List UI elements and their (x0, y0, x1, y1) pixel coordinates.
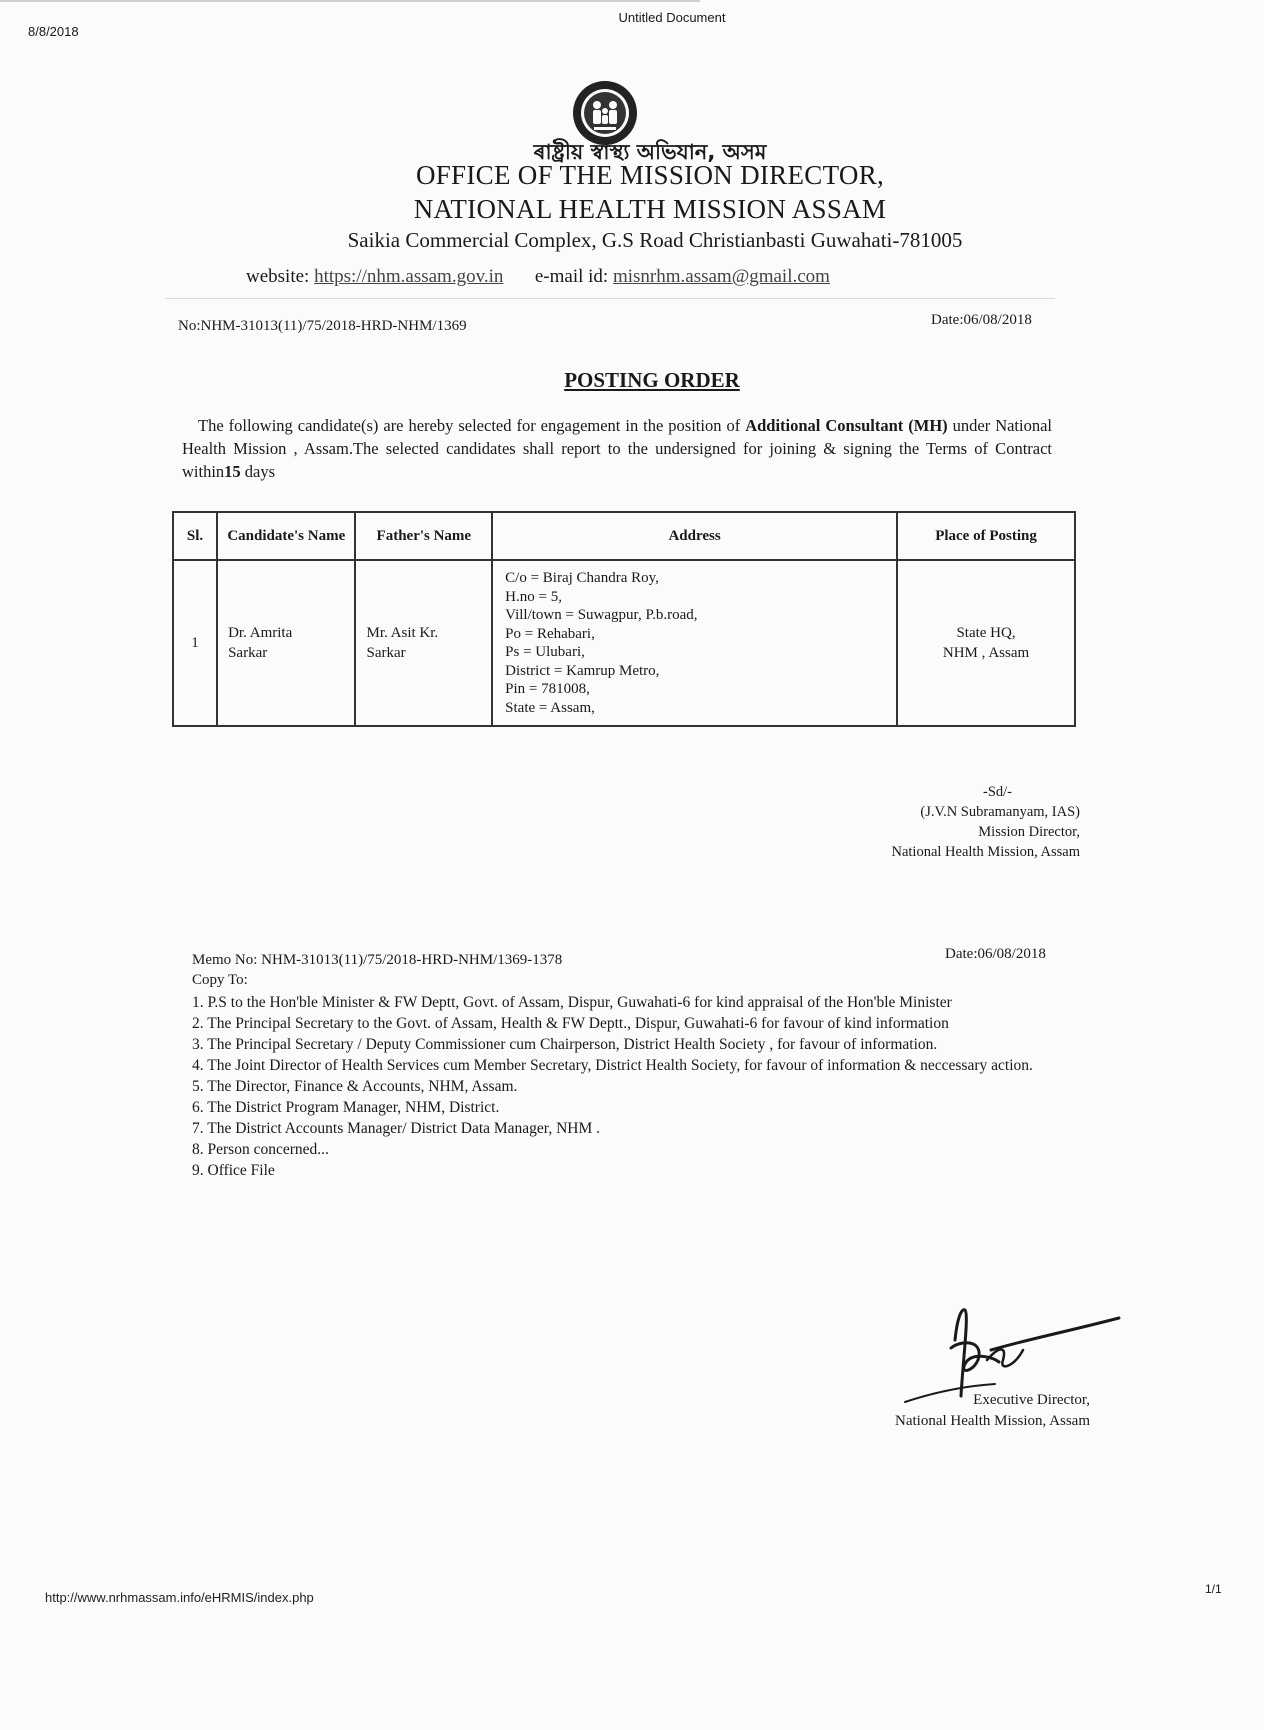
address-line: Ps = Ulubari, (505, 644, 585, 660)
list-item: 7. The District Accounts Manager/ District Data Manager, NHM . (192, 1120, 601, 1137)
order-title: POSTING ORDER (564, 368, 740, 392)
print-url: http://www.nrhmassam.info/eHRMIS/index.php (45, 1590, 314, 1605)
address-line: Pin = 781008, (505, 681, 590, 697)
executive-org: National Health Mission, Assam (895, 1413, 1090, 1429)
copy-to-list (192, 992, 1072, 1181)
print-page-count: 1/1 (1205, 1582, 1222, 1596)
list-item: 9. Office File (192, 1162, 275, 1179)
cell-address (492, 560, 897, 726)
contact-line (246, 266, 830, 288)
header-place-of-posting: Place of Posting (897, 512, 1075, 560)
header-candidate-name: Candidate's Name (217, 512, 355, 560)
cell-place-of-posting (897, 560, 1075, 726)
candidate-name-line1: Dr. Amrita (228, 625, 293, 641)
address-line: Po = Rehabari, (505, 625, 595, 642)
list-item: 5. The Director, Finance & Accounts, NHM, Assam. (192, 1078, 518, 1095)
father-name-line2: Sarkar (366, 645, 406, 661)
email-link[interactable]: misnrhm.assam@gmail.com (612, 266, 830, 287)
copy-to-label: Copy To: (192, 972, 248, 988)
reference-date: Date:06/08/2018 (931, 312, 1032, 328)
table-row (173, 560, 1075, 726)
email-label: e-mail id: (534, 266, 609, 287)
cell-sl: 1 (173, 560, 217, 726)
signatory-designation: Mission Director, (978, 824, 1080, 840)
header-divider (165, 298, 1055, 299)
office-title-line2: NATIONAL HEALTH MISSION ASSAM (413, 194, 887, 224)
address-line: State = Assam, (505, 699, 595, 716)
signature-block-executive-director (820, 1390, 1090, 1432)
header-address: Address (492, 512, 897, 560)
address-line: Vill/town = Suwagpur, P.b.road, (505, 607, 698, 623)
signatory-name: (J.V.N Subramanyam, IAS) (920, 804, 1080, 820)
address-line: H.no = 5, (505, 588, 562, 605)
intro-days: 15 (224, 462, 241, 481)
father-name-line1: Mr. Asit Kr. (366, 625, 439, 641)
reference-number: No:NHM-31013(11)/75/2018-HRD-NHM/1369 (178, 318, 467, 334)
list-item: 1. P.S to the Hon'ble Minister & FW Deptt, Govt. of Assam, Dispur, Guwahati-6 for kind appraisal of the Hon'ble Minister (192, 994, 952, 1011)
office-title-line1: OFFICE OF THE MISSION DIRECTOR, (415, 160, 885, 190)
list-item: 6. The District Program Manager, NHM, District. (192, 1099, 500, 1116)
print-date: 8/8/2018 (28, 24, 79, 39)
candidate-table (172, 511, 1076, 727)
intro-text-2: under National Health Mission , Assam.The selected candidates shall report to the undersigned for joining & signing the Terms of Contract within (182, 416, 1053, 481)
address-line: C/o = Biraj Chandra Roy, (505, 570, 659, 586)
signatory-org: National Health Mission, Assam (891, 844, 1080, 860)
header-sl: Sl. (173, 512, 217, 560)
list-item: 4. The Joint Director of Health Services cum Member Secretary, District Health Society, for favour of information & neccessary action. (192, 1057, 1033, 1074)
list-item: 2. The Principal Secretary to the Govt. of Assam, Health & FW Deptt., Dispur, Guwahati-6 for favour of kind information (192, 1015, 949, 1032)
intro-paragraph (182, 414, 1052, 483)
address-line: District = Kamrup Metro, (505, 662, 660, 679)
intro-position: Additional Consultant (MH) (745, 416, 948, 435)
bengali-title: ৰাষ্ট্ৰীয় স্বাস্থ্য অভিযান, অসম (533, 140, 767, 164)
candidate-name-line2: Sarkar (228, 645, 268, 661)
memo-date: Date:06/08/2018 (945, 946, 1046, 962)
website-link[interactable]: https://nhm.assam.gov.in (314, 266, 504, 287)
intro-text-3: days (240, 462, 276, 481)
cell-father-name (355, 560, 492, 726)
office-address: Saikia Commercial Complex, G.S Road Christianbasti Guwahati-781005 (347, 228, 963, 252)
posting-line1: State HQ, (956, 625, 1016, 641)
header-father-name: Father's Name (355, 512, 492, 560)
website-label: website: (246, 266, 310, 287)
list-item: 3. The Principal Secretary / Deputy Commissioner cum Chairperson, District Health Society , for favour of information. (192, 1036, 938, 1053)
intro-text-1: The following candidate(s) are hereby selected for engagement in the position of (198, 416, 746, 435)
cell-candidate-name (217, 560, 355, 726)
posting-line2: NHM , Assam (942, 645, 1030, 661)
table-header-row (173, 512, 1075, 560)
top-rule (0, 0, 700, 2)
memo-number: Memo No: NHM-31013(11)/75/2018-HRD-NHM/1369-1378 (192, 952, 563, 968)
signed-mark: -Sd/- (983, 784, 1012, 800)
print-title: Untitled Document (618, 10, 726, 25)
executive-designation: Executive Director, (973, 1392, 1090, 1408)
signature-block-mission-director (780, 782, 1080, 862)
list-item: 8. Person concerned... (192, 1141, 329, 1158)
